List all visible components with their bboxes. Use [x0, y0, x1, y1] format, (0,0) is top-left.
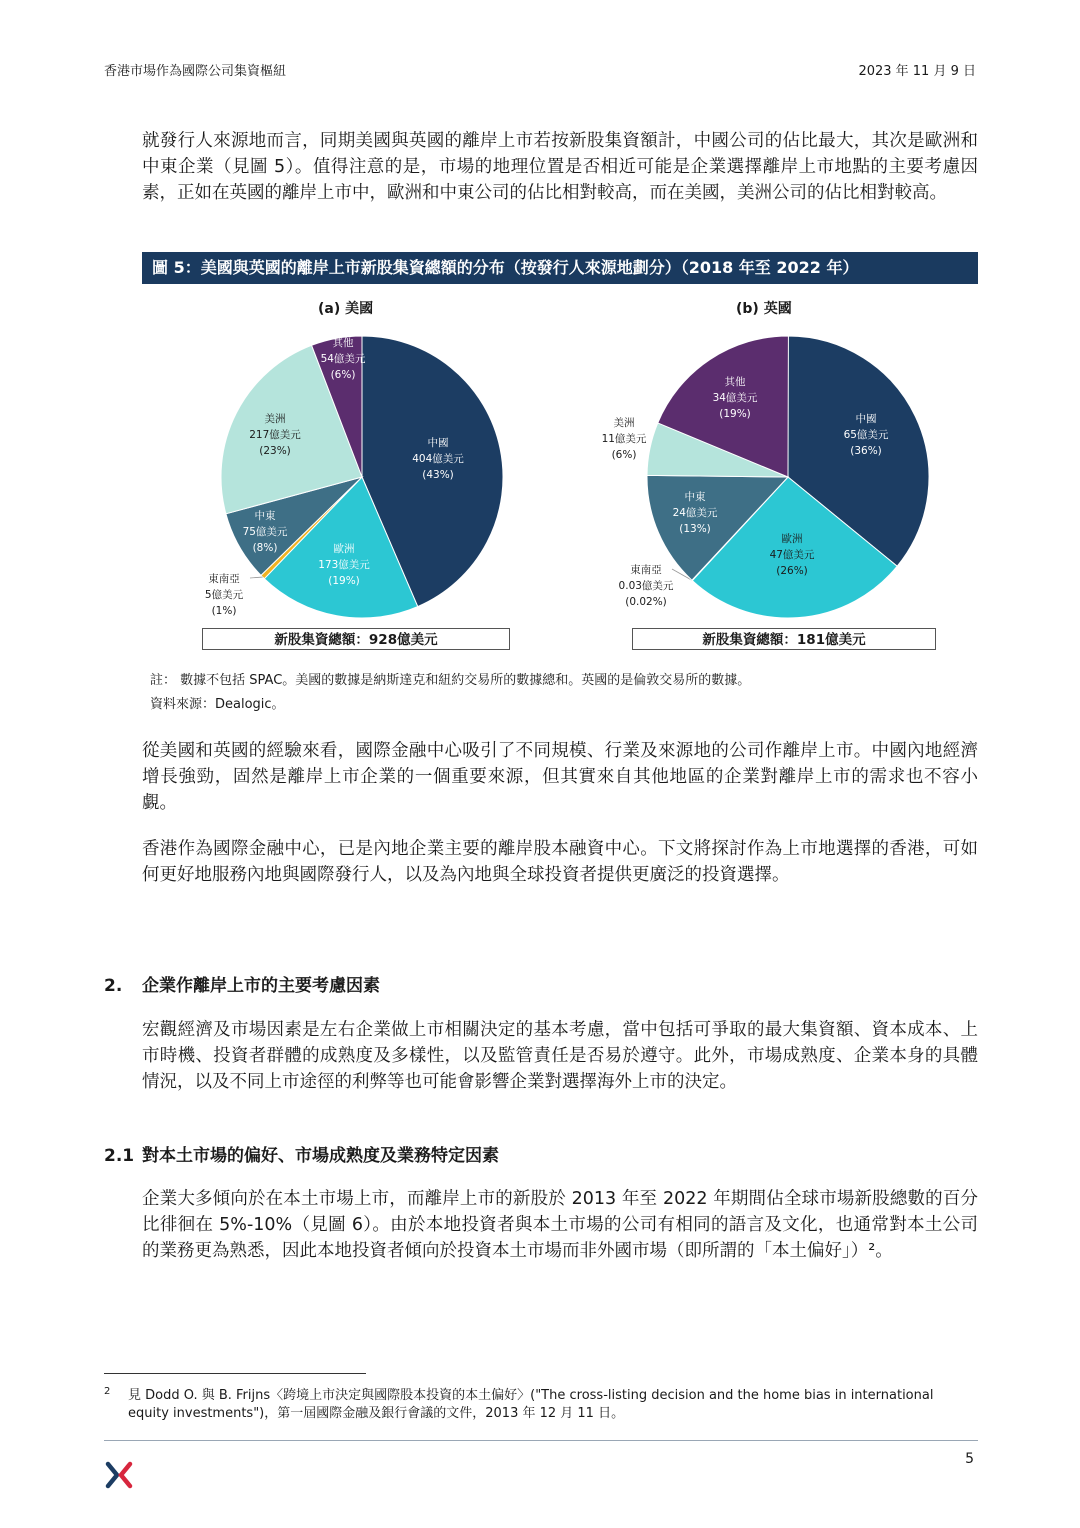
pie-label-name: 中東 [684, 491, 706, 503]
section-2-number: 2. [104, 976, 123, 996]
pie-label-name: 美洲 [613, 417, 635, 429]
pie-label-percent: (0.02%) [625, 596, 667, 608]
section-2-1-title: 對本土市場的偏好、市場成熟度及業務特定因素 [142, 1146, 499, 1166]
pie-label-percent: (26%) [776, 565, 808, 577]
pie-label-value: 24億美元 [672, 507, 718, 519]
pie-label-value: 217億美元 [249, 429, 301, 441]
pie-label-value: 5億美元 [204, 589, 244, 601]
pie-label-value: 0.03億美元 [618, 580, 674, 592]
footnote-rule [104, 1373, 366, 1374]
section-2-1-number: 2.1 [104, 1146, 135, 1166]
pie-label-percent: (8%) [252, 542, 278, 554]
pie-label-value: 65億美元 [843, 429, 889, 441]
pie-chart-uk [580, 320, 980, 630]
paragraph-5: 企業大多傾向於在本土市場上市，而離岸上市的新股於 2013 年至 2022 年期間佔全球市場新股總數的百分比徘徊在 5%-10%（見圖 6）。由於本地投資者與本土市場的公司有相同的語言及文化，也通常對本土公司的業務更為熟悉，因此本地投資者傾向於投資本土市場而非外國市場（即所謂的「本土偏好」）²。 [142, 1189, 978, 1261]
hkex-logo-icon [104, 1460, 134, 1490]
pie-label-percent: (36%) [850, 445, 882, 457]
pie-label-percent: (19%) [328, 575, 360, 587]
paragraph-4: 宏觀經濟及市場因素是左右企業做上市相關決定的基本考慮，當中包括可爭取的最大集資額、資本成本、上市時機、投資者群體的成熟度及多樣性，以及監管責任是否易於遵守。此外，市場成熟度、企業本身的具體情況，以及不同上市途徑的利弊等也可能會影響企業對選擇海外上市的決定。 [142, 1020, 978, 1092]
pie-label-value: 75億美元 [242, 526, 288, 538]
pie-label-name: 歐洲 [333, 543, 355, 555]
paragraph-2: 從美國和英國的經驗來看，國際金融中心吸引了不同規模、行業及來源地的公司作離岸上市。中國內地經濟增長強勁，固然是離岸上市企業的一個重要來源，但其實來自其他地區的企業對離岸上市的需求也不容小覷。 [142, 741, 978, 813]
header-date: 2023 年 11 月 9 日 [858, 64, 976, 79]
pie-label-percent: (23%) [259, 445, 291, 457]
pie-label-name: 中國 [427, 437, 449, 449]
pie-label-name: 美洲 [264, 413, 286, 425]
figure-note: 註： 數據不包括 SPAC。美國的數據是納斯達克和紐約交易所的數據總和。英國的是倫敦交易所的數據。 [150, 673, 751, 688]
pie-label-percent: (19%) [719, 408, 751, 420]
pie-label-value: 11億美元 [601, 433, 647, 445]
paragraph-3: 香港作為國際金融中心，已是內地企業主要的離岸股本融資中心。下文將探討作為上市地選擇的香港，可如何更好地服務內地與國際發行人，以及為內地與全球投資者提供更廣泛的投資選擇。 [142, 839, 978, 885]
pie-label-percent: (13%) [679, 523, 711, 535]
pie-label-name: 其他 [724, 376, 746, 388]
figure-title: 圖 5：美國與英國的離岸上市新股集資總額的分布（按發行人來源地劃分）（2018 年至 2022 年） [142, 252, 978, 284]
pie-label-value: 404億美元 [412, 453, 464, 465]
section-2-title: 企業作離岸上市的主要考慮因素 [142, 976, 380, 996]
pie-a-subtitle: (a) 美國 [318, 301, 374, 317]
pie-label-name: 其他 [332, 337, 354, 349]
figure-source: 資料來源：Dealogic。 [150, 697, 285, 712]
pie-label-value: 34億美元 [712, 392, 758, 404]
leader-line [250, 577, 263, 578]
pie-b-total: 新股集資總額：181億美元 [632, 628, 936, 650]
footnote-mark: 2 [104, 1386, 111, 1397]
page-number: 5 [965, 1451, 974, 1467]
pie-label-value: 47億美元 [769, 549, 815, 561]
pie-label-name: 中國 [855, 413, 877, 425]
header-title: 香港市場作為國際公司集資樞紐 [104, 64, 287, 79]
footnote-text: 見 Dodd O. 與 B. Frijns〈跨境上市決定與國際股本投資的本土偏好〉("The cross-listing decision and the home bias in international equity investments")，第一屆國際金融及銀行會議的文件，2013 年 12 月 11 日。 [128, 1388, 934, 1421]
pie-label-name: 東南亞 [208, 573, 240, 585]
pie-label-name: 歐洲 [781, 533, 803, 545]
pie-label-name: 中東 [254, 510, 276, 522]
pie-label-value: 54億美元 [320, 353, 366, 365]
pie-label-percent: (6%) [330, 369, 356, 381]
pie-a-total: 新股集資總額：928億美元 [202, 628, 510, 650]
pie-label-percent: (1%) [211, 605, 237, 617]
pie-label-value: 173億美元 [318, 559, 370, 571]
pie-chart-us [142, 320, 542, 630]
pie-label-percent: (6%) [611, 449, 637, 461]
pie-label-name: 東南亞 [630, 564, 662, 576]
section-2-1-heading [104, 1141, 499, 1166]
pie-b-subtitle: (b) 英國 [736, 301, 792, 317]
section-2-heading [104, 971, 380, 996]
page-rule [104, 1440, 978, 1441]
pie-label-percent: (43%) [422, 469, 454, 481]
paragraph-1: 就發行人來源地而言，同期美國與英國的離岸上市若按新股集資額計，中國公司的佔比最大，其次是歐洲和中東企業（見圖 5）。值得注意的是，市場的地理位置是否相近可能是企業選擇離岸上市地點的主要考慮因素，正如在英國的離岸上市中，歐洲和中東公司的佔比相對較高，而在美國，美洲公司的佔比相對較高。 [142, 131, 978, 203]
